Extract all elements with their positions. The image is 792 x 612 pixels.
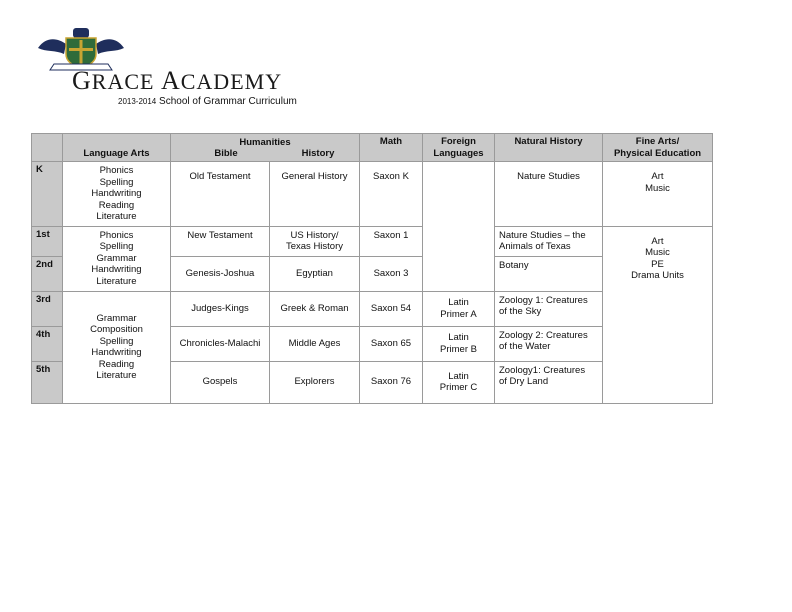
history-1st: US History/ Texas History xyxy=(270,226,360,256)
foreign-languages-k-2 xyxy=(423,162,495,292)
header-bible: Bible xyxy=(214,147,238,159)
bible-k: Old Testament xyxy=(171,162,270,227)
foreign-languages-4th: Latin Primer B xyxy=(423,326,495,361)
history-2nd: Egyptian xyxy=(270,256,360,291)
grade-label-4th: 4th xyxy=(32,326,63,361)
natural-history-3rd: Zoology 1: Creatures of the Sky xyxy=(495,291,603,326)
language-arts-k: Phonics Spelling Handwriting Reading Literature xyxy=(63,162,171,227)
curriculum-subtitle xyxy=(118,96,297,107)
header-humanities xyxy=(171,134,360,162)
history-4th: Middle Ages xyxy=(270,326,360,361)
bible-2nd: Genesis-Joshua xyxy=(171,256,270,291)
grade-label-k: K xyxy=(32,162,63,227)
school-year: 2013-2014 xyxy=(118,97,157,106)
header-natural-history: Natural History xyxy=(495,134,603,162)
header-corner xyxy=(32,134,63,162)
header-history: History xyxy=(301,147,335,159)
table-row-k xyxy=(32,162,713,227)
math-2nd: Saxon 3 xyxy=(360,256,423,291)
history-5th: Explorers xyxy=(270,361,360,403)
language-arts-1st-2nd: Phonics Spelling Grammar Handwriting Literature xyxy=(63,226,171,291)
bible-4th: Chronicles-Malachi xyxy=(171,326,270,361)
history-k: General History xyxy=(270,162,360,227)
history-3rd: Greek & Roman xyxy=(270,291,360,326)
grade-label-3rd: 3rd xyxy=(32,291,63,326)
bible-5th: Gospels xyxy=(171,361,270,403)
header-language-arts: Language Arts xyxy=(63,134,171,162)
header-math: Math xyxy=(360,134,423,162)
school-name: GRACE ACADEMY xyxy=(72,66,283,95)
grade-label-2nd: 2nd xyxy=(32,256,63,291)
grade-label-1st: 1st xyxy=(32,226,63,256)
natural-history-k: Nature Studies xyxy=(495,162,603,227)
bible-3rd: Judges-Kings xyxy=(171,291,270,326)
math-5th: Saxon 76 xyxy=(360,361,423,403)
curriculum-table xyxy=(31,133,713,404)
foreign-languages-3rd: Latin Primer A xyxy=(423,291,495,326)
fine-arts-1st-5th: Art Music PE Drama Units xyxy=(603,226,713,403)
header-humanities-label: Humanities xyxy=(239,137,291,148)
header-fine-arts: Fine Arts/ Physical Education xyxy=(603,134,713,162)
header-row xyxy=(32,134,713,162)
table-row-1st xyxy=(32,226,713,256)
foreign-languages-5th: Latin Primer C xyxy=(423,361,495,403)
curriculum-title: School of Grammar Curriculum xyxy=(159,96,297,107)
grade-label-5th: 5th xyxy=(32,361,63,403)
language-arts-3rd-5th: Grammar Composition Spelling Handwriting Reading Literature xyxy=(63,291,171,403)
bible-1st: New Testament xyxy=(171,226,270,256)
natural-history-2nd: Botany xyxy=(495,256,603,291)
natural-history-1st: Nature Studies – the Animals of Texas xyxy=(495,226,603,256)
math-4th: Saxon 65 xyxy=(360,326,423,361)
math-1st: Saxon 1 xyxy=(360,226,423,256)
header-foreign-languages: Foreign Languages xyxy=(423,134,495,162)
math-k: Saxon K xyxy=(360,162,423,227)
math-3rd: Saxon 54 xyxy=(360,291,423,326)
natural-history-4th: Zoology 2: Creatures of the Water xyxy=(495,326,603,361)
natural-history-5th: Zoology1: Creatures of Dry Land xyxy=(495,361,603,403)
fine-arts-k: Art Music xyxy=(603,162,713,227)
